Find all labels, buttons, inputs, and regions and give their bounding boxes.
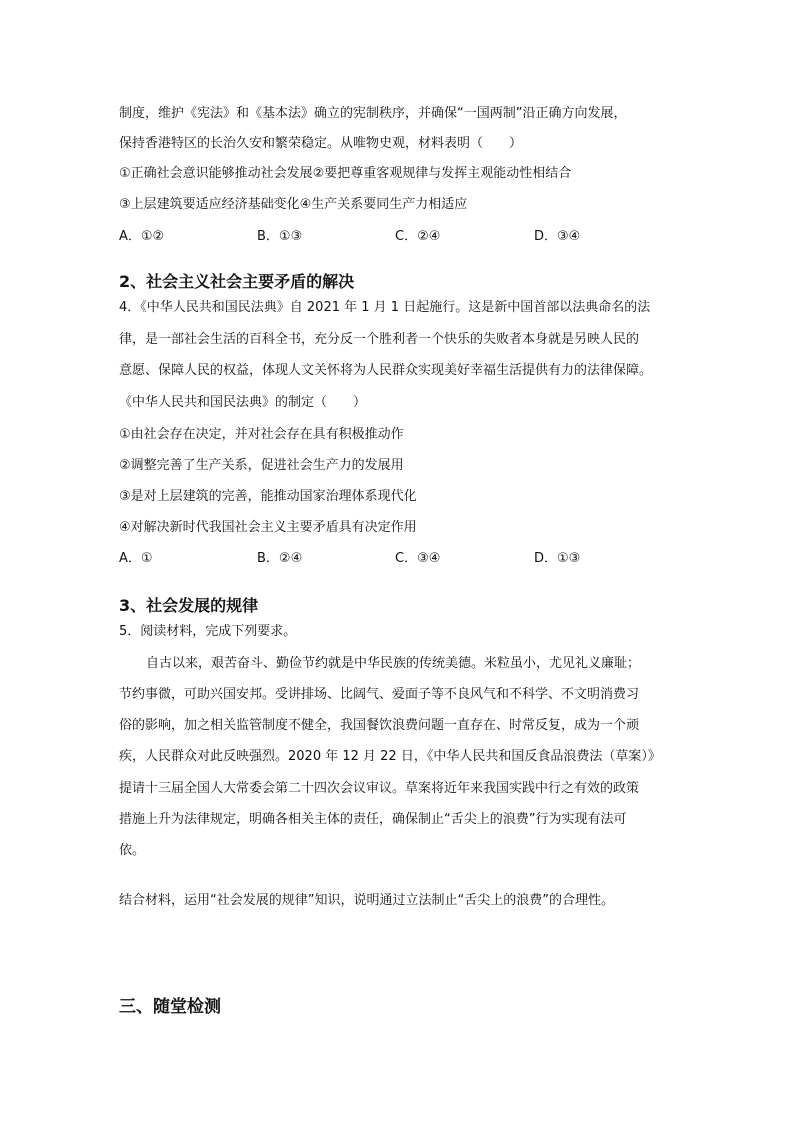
q4-option-d: D．①③ [534,551,581,566]
q3-line-1: 制度，维护《宪法》和《基本法》确立的宪制秩序，并确保“一国两制”沿正确方向发展， [119,106,627,121]
q4-item-1: ①由社会存在决定，并对社会存在具有积极推动作 [119,427,404,442]
q5-para-line-4: 疾，人民群众对此反映强烈。2020 年 12 月 22 日，《中华人民共和国反食品浪费法（草案）》 [119,749,661,764]
q5-para-line-3: 俗的影响，加之相关监管制度不健全，我国餐饮浪费问题一直存在、时常反复，成为一个顽 [119,718,640,733]
q4-line-4: 《中华人民共和国民法典》的制定（ ） [119,395,367,410]
q5-intro: 5．阅读材料，完成下列要求。 [119,624,297,639]
q5-para-line-5: 提请十三届全国人大常委会第二十四次会议审议。草案将近年来我国实践中行之有效的政策 [119,781,640,796]
heading-2: 2、社会主义社会主要矛盾的解决 [119,272,355,291]
q3-option-c: C．②④ [395,229,441,244]
heading-3: 3、社会发展的规律 [119,596,259,615]
q5-task: 结合材料，运用“社会发展的规律”知识，说明通过立法制止“舌尖上的浪费”的合理性。 [119,893,614,908]
q3-item-2: ③上层建筑要适应经济基础变化④生产关系要同生产力相适应 [119,197,468,212]
q3-item-1: ①正确社会意识能够推动社会发展②要把尊重客观规律与发挥主观能动性相结合 [119,166,572,181]
section-3-title: 三、随堂检测 [119,997,221,1017]
q5-para-line-2: 节约事微，可助兴国安邦。受讲排场、比阔气、爱面子等不良风气和不科学、不文明消费习 [119,687,640,702]
q4-line-3: 意愿、保障人民的权益，体现人文关怀将为人民群众实现美好幸福生活提供有力的法律保障。 [119,363,653,378]
q4-line-2: 律，是一部社会生活的百科全书，充分反一个胜利者一个快乐的失败者本身就是另映人民的 [119,332,640,347]
q4-item-2: ②调整完善了生产关系，促进社会生产力的发展用 [119,458,404,473]
q4-line-1: 4．《中华人民共和国民法典》自 2021 年 1 月 1 日起施行。这是新中国首部以法典命名的法 [119,300,651,315]
q4-options [119,549,679,569]
q4-item-4: ④对解决新时代我国社会主义主要矛盾具有决定作用 [119,520,417,535]
q4-option-a: A．① [119,551,153,566]
q3-option-a: A．①② [119,229,165,244]
q5-para-line-7: 依。 [119,843,146,858]
q4-item-3: ③是对上层建筑的完善，能推动国家治理体系现代化 [119,489,417,504]
q3-option-d: D．③④ [534,229,581,244]
q3-options [119,227,679,247]
q5-para-line-1: 自古以来，艰苦奋斗、勤俭节约就是中华民族的传统美德。米粒虽小，尤见礼义廉耻； [146,656,641,671]
q5-para-line-6: 措施上升为法律规定，明确各相关主体的责任，确保制止“舌尖上的浪费”行为实现有法可 [119,812,627,827]
q4-option-b: B．②④ [257,551,303,566]
q3-option-b: B．①③ [257,229,303,244]
q4-option-c: C．③④ [395,551,441,566]
q3-line-2: 保持香港特区的长治久安和繁荣稳定。从唯物史观，材料表明（ ） [119,136,523,151]
